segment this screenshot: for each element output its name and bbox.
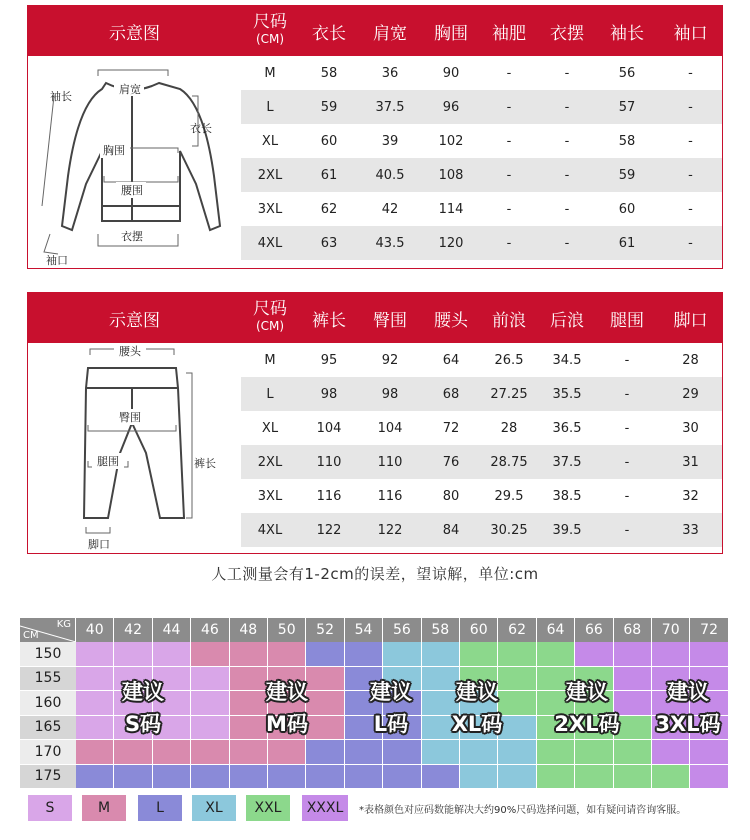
grid-cell — [383, 642, 421, 667]
grid-cell — [345, 765, 383, 790]
size-recommendation-grid — [20, 618, 730, 790]
shirt-outline-icon — [28, 56, 241, 268]
grid-cell — [191, 740, 229, 765]
value-cell: 43.5 — [375, 235, 405, 251]
size-cell: 4XL — [257, 522, 283, 538]
recommend-label: 建议 — [566, 680, 608, 704]
header-col: 袖口 — [673, 23, 708, 44]
table-row — [241, 411, 722, 445]
value-cell: - — [564, 65, 570, 81]
recommend-size: S码 — [124, 712, 162, 736]
recommend-label: 建议 — [667, 680, 709, 704]
top-table-header — [28, 6, 722, 56]
kg-header: 44 — [153, 618, 191, 642]
grid-cell — [76, 642, 114, 667]
header-col: 脚口 — [673, 310, 708, 331]
size-recommendation — [232, 676, 342, 740]
size-cell: M — [264, 352, 276, 368]
grid-cell — [114, 740, 152, 765]
table-row — [241, 445, 722, 479]
measurement-note: 人工测量会有1-2cm的误差，望谅解，单位:cm — [211, 565, 539, 583]
kg-header: 54 — [345, 618, 383, 642]
grid-cell — [191, 642, 229, 667]
kg-header: 70 — [652, 618, 690, 642]
value-cell: 76 — [442, 454, 460, 470]
value-cell: 39 — [381, 133, 399, 149]
value-cell: 26.5 — [494, 352, 524, 368]
kg-axis-label: KG — [56, 619, 71, 630]
cm-header: 150 — [20, 642, 76, 667]
sleeve-label: 袖长 — [50, 90, 72, 103]
recommend-label: 建议 — [266, 680, 308, 704]
value-cell: 72 — [442, 420, 460, 436]
waist-label: 腰围 — [121, 184, 143, 197]
value-cell: 38.5 — [552, 488, 582, 504]
table-row — [241, 226, 722, 260]
kg-header: 40 — [76, 618, 114, 642]
header-col: 肩宽 — [373, 23, 407, 44]
kg-header: 52 — [306, 618, 344, 642]
grid-cell — [153, 642, 191, 667]
value-cell: 116 — [377, 488, 403, 504]
value-cell: - — [506, 201, 512, 217]
value-cell: 80 — [442, 488, 460, 504]
value-cell: - — [688, 167, 693, 183]
top-table-rows — [241, 56, 722, 260]
pants-diagram — [28, 343, 241, 553]
header-col: 胸围 — [434, 23, 468, 44]
value-cell: - — [624, 522, 630, 538]
size-cell: L — [266, 386, 274, 402]
grid-cell — [460, 740, 498, 765]
grid-cell — [422, 740, 460, 765]
grid-cell — [575, 740, 613, 765]
value-cell: 34.5 — [552, 352, 582, 368]
value-cell: 36 — [381, 65, 399, 81]
header-diagram: 示意图 — [109, 23, 160, 44]
recommend-label: 建议 — [456, 680, 498, 704]
grid-cell — [498, 765, 536, 790]
value-cell: 28 — [682, 352, 699, 368]
size-cell: M — [264, 65, 276, 81]
grid-cell — [306, 740, 344, 765]
cm-header: 170 — [20, 740, 76, 765]
size-cell: 2XL — [257, 454, 283, 470]
size-cell: 4XL — [257, 235, 283, 251]
grid-cell — [537, 740, 575, 765]
value-cell: 120 — [438, 235, 464, 251]
grid-cell — [460, 765, 498, 790]
recommend-label: 建议 — [370, 680, 412, 704]
recommend-label: 建议 — [122, 680, 164, 704]
grid-cell — [383, 765, 421, 790]
grid-cell — [345, 740, 383, 765]
recommend-size: XL码 — [451, 712, 503, 736]
table-row — [241, 90, 722, 124]
grid-cell — [690, 642, 728, 667]
value-cell: - — [688, 133, 693, 149]
grid-cell — [422, 642, 460, 667]
value-cell: 42 — [381, 201, 399, 217]
size-recommendation — [532, 676, 642, 740]
header-col: 后浪 — [550, 310, 584, 331]
value-cell: 68 — [442, 386, 460, 402]
header-size: 尺码 (CM) — [253, 12, 287, 46]
value-cell: 102 — [438, 133, 464, 149]
value-cell: 104 — [316, 420, 342, 436]
kg-header: 68 — [614, 618, 652, 642]
cm-axis-label: CM — [23, 630, 39, 641]
grid-cell — [652, 765, 690, 790]
value-cell: - — [688, 99, 693, 115]
size-cell: L — [266, 99, 274, 115]
grid-cell — [614, 642, 652, 667]
grid-cell — [153, 765, 191, 790]
kg-header: 46 — [191, 618, 229, 642]
table-row — [241, 513, 722, 547]
value-cell: - — [506, 133, 512, 149]
grid-cell — [422, 765, 460, 790]
value-cell: 110 — [316, 454, 342, 470]
value-cell: 36.5 — [552, 420, 582, 436]
value-cell: - — [688, 201, 693, 217]
value-cell: 95 — [320, 352, 338, 368]
size-cell: 2XL — [257, 167, 283, 183]
kg-header: 42 — [114, 618, 152, 642]
waistband-label: 腰头 — [119, 345, 141, 358]
value-cell: 60 — [618, 201, 636, 217]
pants-hem-label: 脚口 — [88, 538, 110, 551]
value-cell: 63 — [320, 235, 338, 251]
size-cell: XL — [261, 133, 279, 149]
grid-cell — [306, 642, 344, 667]
grid-cell — [76, 740, 114, 765]
value-cell: 39.5 — [552, 522, 582, 538]
recommend-size: M码 — [266, 712, 308, 736]
value-cell: 37.5 — [375, 99, 405, 115]
grid-cell — [268, 740, 306, 765]
header-diagram: 示意图 — [109, 310, 160, 331]
kg-header: 50 — [268, 618, 306, 642]
value-cell: 33 — [682, 522, 699, 538]
grid-cell — [191, 765, 229, 790]
value-cell: 110 — [377, 454, 403, 470]
header-col: 裤长 — [312, 310, 346, 331]
grid-cell — [537, 765, 575, 790]
header-col: 衣长 — [312, 23, 346, 44]
value-cell: 58 — [320, 65, 338, 81]
grid-cell — [383, 740, 421, 765]
kg-header: 60 — [460, 618, 498, 642]
grid-cell — [614, 740, 652, 765]
bottom-table-rows — [241, 343, 722, 547]
value-cell: 62 — [320, 201, 338, 217]
value-cell: - — [506, 167, 512, 183]
grid-cell — [690, 740, 728, 765]
recommend-size: 2XL码 — [554, 712, 620, 736]
value-cell: 64 — [442, 352, 460, 368]
value-cell: 40.5 — [375, 167, 405, 183]
bottom-table-header — [28, 293, 722, 343]
value-cell: 37.5 — [552, 454, 582, 470]
pants-outline-icon — [28, 343, 241, 553]
legend-item: XL — [192, 795, 236, 821]
value-cell: 122 — [316, 522, 342, 538]
value-cell: - — [564, 201, 570, 217]
cm-header: 175 — [20, 765, 76, 790]
grid-cell — [153, 740, 191, 765]
value-cell: 56 — [618, 65, 636, 81]
kg-header: 64 — [537, 618, 575, 642]
kg-header: 58 — [422, 618, 460, 642]
value-cell: - — [564, 167, 570, 183]
value-cell: 61 — [618, 235, 636, 251]
value-cell: 90 — [442, 65, 460, 81]
table-row — [241, 377, 722, 411]
value-cell: - — [564, 133, 570, 149]
grid-cell — [306, 765, 344, 790]
size-recommendation — [346, 676, 436, 740]
value-cell: 58 — [618, 133, 636, 149]
value-cell: 104 — [377, 420, 403, 436]
cm-header: 160 — [20, 691, 76, 716]
table-row — [241, 158, 722, 192]
header-size: 尺码 (CM) — [253, 299, 287, 333]
grid-cell — [268, 642, 306, 667]
value-cell: 84 — [442, 522, 460, 538]
thigh-label: 腿围 — [97, 455, 119, 468]
value-cell: 28 — [500, 420, 518, 436]
grid-cell — [575, 642, 613, 667]
legend-item: L — [138, 795, 182, 821]
size-cell: 3XL — [257, 488, 283, 504]
size-recommendation — [88, 676, 198, 740]
legend-item: XXL — [246, 795, 290, 821]
bottom-size-table — [27, 292, 723, 554]
grid-cell — [498, 642, 536, 667]
value-cell: 30 — [682, 420, 699, 436]
value-cell: 30.25 — [490, 522, 528, 538]
header-col: 腰头 — [434, 310, 468, 331]
kg-header: 66 — [575, 618, 613, 642]
grid-cell — [114, 642, 152, 667]
cuff-label: 袖口 — [46, 254, 68, 267]
chest-label: 胸围 — [103, 144, 125, 157]
header-col: 前浪 — [492, 310, 526, 331]
value-cell: - — [506, 65, 512, 81]
grid-cell — [230, 642, 268, 667]
value-cell: - — [624, 420, 630, 436]
value-cell: - — [688, 65, 693, 81]
pants-length-label: 裤长 — [194, 457, 216, 470]
header-col: 衣摆 — [550, 23, 584, 44]
shirt-diagram — [28, 56, 241, 268]
grid-cell — [498, 740, 536, 765]
grid-cell — [690, 765, 728, 790]
value-cell: 59 — [618, 167, 636, 183]
kg-header: 56 — [383, 618, 421, 642]
grid-cell — [537, 642, 575, 667]
kg-header: 62 — [498, 618, 536, 642]
table-row — [241, 192, 722, 226]
legend-item: XXXL — [302, 795, 348, 821]
header-col: 臀围 — [373, 310, 407, 331]
grid-corner — [20, 618, 76, 642]
value-cell: 29.5 — [494, 488, 524, 504]
grid-cell — [345, 642, 383, 667]
grid-cell — [614, 765, 652, 790]
value-cell: 98 — [381, 386, 399, 402]
cm-header: 155 — [20, 667, 76, 692]
size-recommendation — [424, 676, 530, 740]
footnote: *表格颜色对应码数能解决大约90%尺码选择问题，如有疑问请咨询客服。 — [359, 805, 687, 816]
kg-header: 48 — [230, 618, 268, 642]
top-size-table — [27, 5, 723, 269]
legend-item: S — [28, 795, 72, 821]
grid-cell — [268, 765, 306, 790]
table-row — [241, 124, 722, 158]
grid-cell — [460, 642, 498, 667]
value-cell: - — [624, 352, 630, 368]
grid-cell — [76, 765, 114, 790]
value-cell: 108 — [438, 167, 464, 183]
grid-cell — [230, 740, 268, 765]
value-cell: 96 — [442, 99, 460, 115]
value-cell: 98 — [320, 386, 338, 402]
value-cell: 29 — [682, 386, 699, 402]
value-cell: 35.5 — [552, 386, 582, 402]
value-cell: 27.25 — [490, 386, 528, 402]
hip-label: 臀围 — [119, 411, 141, 424]
value-cell: 116 — [316, 488, 342, 504]
shoulder-label: 肩宽 — [119, 83, 141, 96]
recommend-size: 3XL码 — [655, 712, 721, 736]
value-cell: - — [624, 488, 630, 504]
grid-cell — [652, 642, 690, 667]
value-cell: 122 — [377, 522, 403, 538]
table-row — [241, 343, 722, 377]
value-cell: - — [506, 99, 512, 115]
size-cell: XL — [261, 420, 279, 436]
value-cell: 31 — [682, 454, 699, 470]
value-cell: 61 — [320, 167, 338, 183]
value-cell: - — [624, 386, 630, 402]
value-cell: - — [564, 99, 570, 115]
value-cell: 32 — [682, 488, 699, 504]
grid-cell — [230, 765, 268, 790]
legend-item: M — [82, 795, 126, 821]
value-cell: - — [688, 235, 693, 251]
grid-cell — [575, 765, 613, 790]
grid-cell — [114, 765, 152, 790]
size-recommendation — [646, 676, 730, 740]
kg-header: 72 — [690, 618, 728, 642]
value-cell: 59 — [320, 99, 338, 115]
value-cell: - — [564, 235, 570, 251]
cm-header: 165 — [20, 716, 76, 741]
value-cell: - — [506, 235, 512, 251]
header-col: 袖长 — [610, 23, 644, 44]
value-cell: 60 — [320, 133, 338, 149]
table-row — [241, 479, 722, 513]
value-cell: 114 — [438, 201, 464, 217]
header-col: 腿围 — [610, 310, 644, 331]
grid-cell — [652, 740, 690, 765]
value-cell: 28.75 — [490, 454, 528, 470]
value-cell: 92 — [381, 352, 399, 368]
header-col: 袖肥 — [492, 23, 526, 44]
value-cell: 57 — [618, 99, 636, 115]
length-label: 衣长 — [190, 122, 212, 135]
hem-label: 衣摆 — [121, 230, 143, 243]
size-cell: 3XL — [257, 201, 283, 217]
value-cell: - — [624, 454, 630, 470]
table-row — [241, 56, 722, 90]
recommend-size: L码 — [373, 712, 409, 736]
